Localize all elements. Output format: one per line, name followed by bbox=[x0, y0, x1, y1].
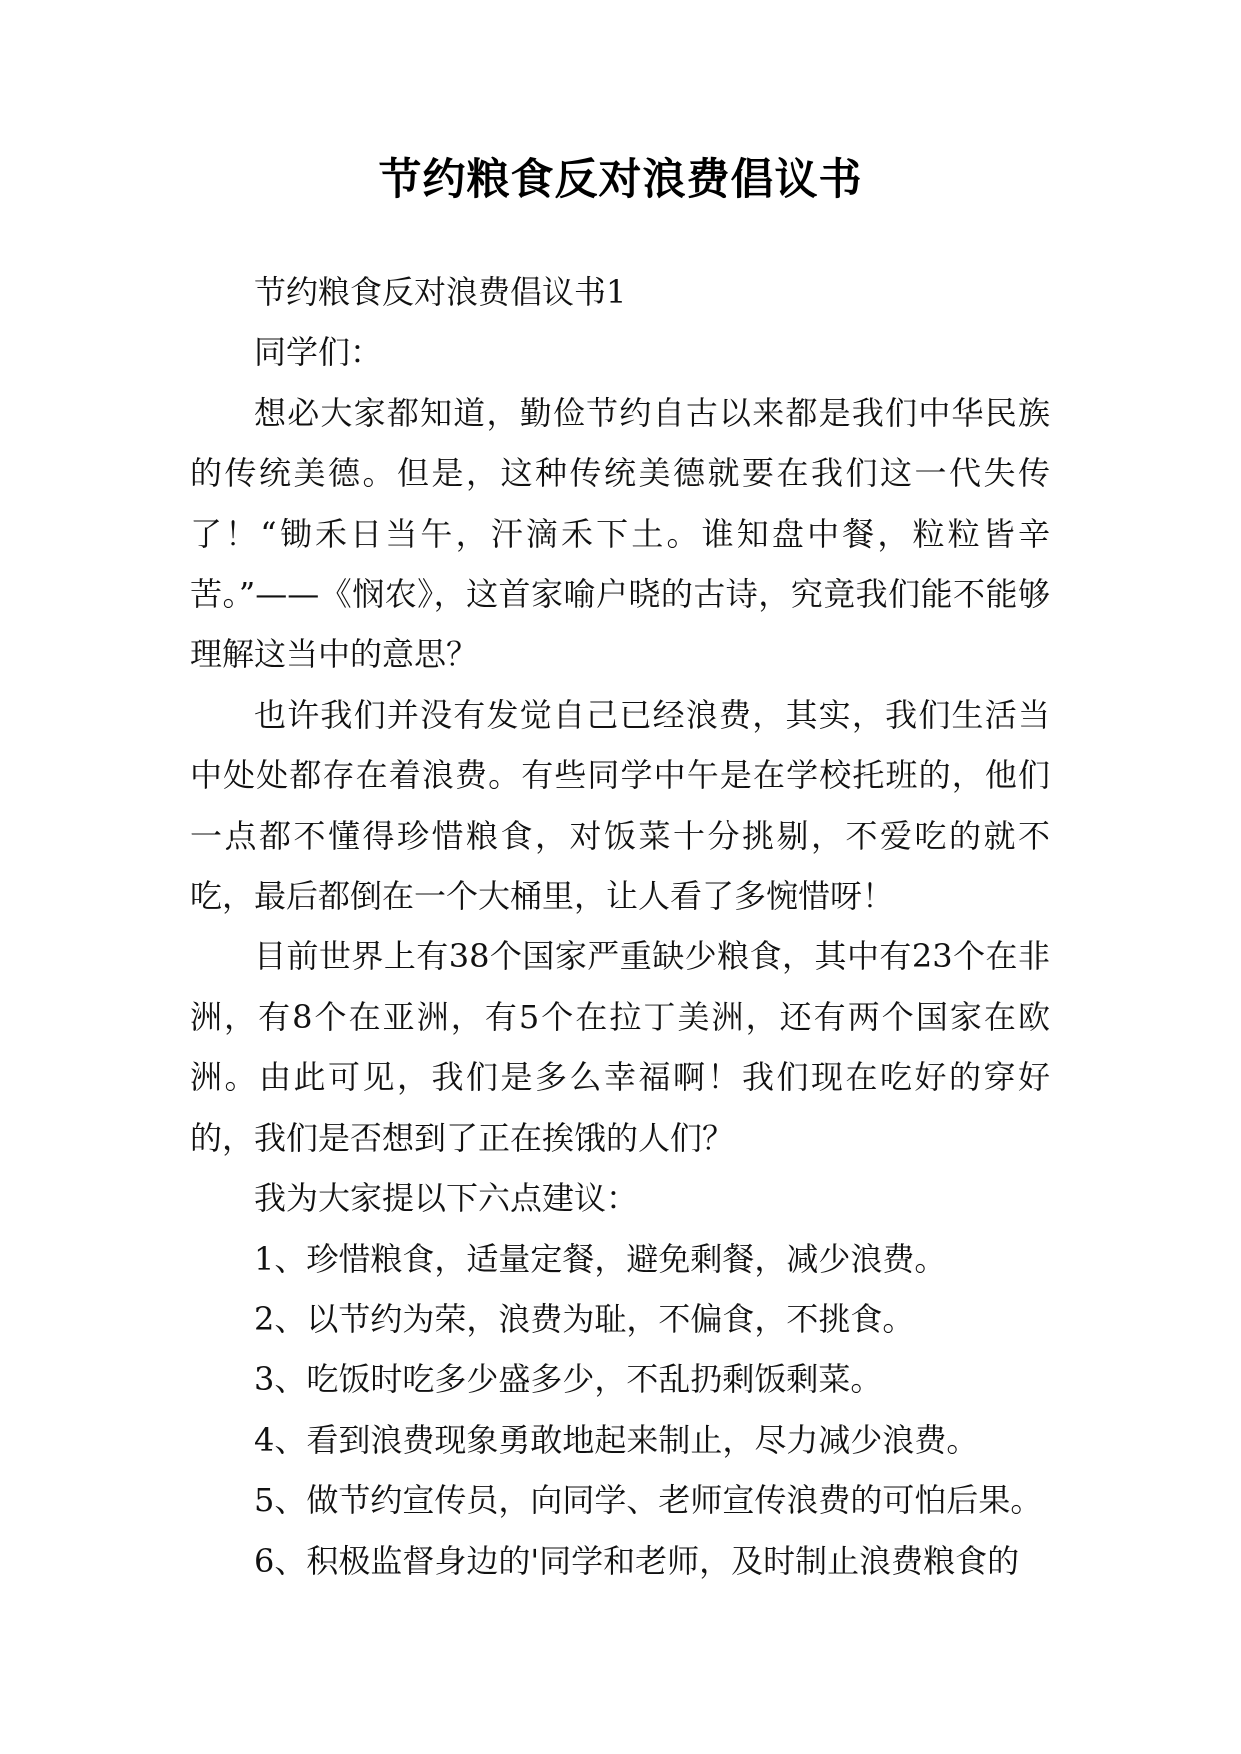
body-paragraph: 我为大家提以下六点建议： bbox=[254, 1179, 639, 1218]
subtitle-paragraph: 节约粮食反对浪费倡议书1 bbox=[254, 273, 627, 311]
body-paragraph: 想必大家都知道，勤俭节约自古以来都是我们中华民族的传统美德。但是，这种传统美德就要在我们这一代失传了！“锄禾日当午，汗滴禾下土。谁知盘中餐，粒粒皆辛苦。”——《悯农》，这首家喻户晓的古诗，究竟我们能不能够理解这当中的意思？ bbox=[190, 393, 1050, 674]
suggestion-item: 4、看到浪费现象勇敢地起来制止，尽力减少浪费。 bbox=[254, 1420, 979, 1459]
document-title: 节约粮食反对浪费倡议书 bbox=[378, 155, 863, 205]
suggestion-item: 5、做节约宣传员，向同学、老师宣传浪费的可怕后果。 bbox=[254, 1481, 1043, 1520]
suggestion-item: 1、珍惜粮食，适量定餐，避免剩餐，减少浪费。 bbox=[254, 1239, 947, 1278]
body-paragraph: 目前世界上有38个国家严重缺少粮食，其中有23个在非洲，有8个在亚洲，有5个在拉丁美洲，还有两个国家在欧洲。由此可见，我们是多么幸福啊！我们现在吃好的穿好的，我们是否想到了正在挨饿的人们？ bbox=[190, 937, 1050, 1157]
suggestion-item: 6、积极监督身边的'同学和老师，及时制止浪费粮食的 bbox=[254, 1541, 1020, 1580]
suggestion-item: 3、吃饭时吃多少盛多少，不乱扔剩饭剩菜。 bbox=[254, 1360, 883, 1399]
document-body bbox=[190, 262, 1050, 1591]
body-paragraph: 也许我们并没有发觉自己已经浪费，其实，我们生活当中处处都存在着浪费。有些同学中午是在学校托班的，他们一点都不懂得珍惜粮食，对饭菜十分挑剔，不爱吃的就不吃，最后都倒在一个大桶里，让人看了多惋惜呀！ bbox=[190, 695, 1050, 916]
suggestion-item: 2、以节约为荣，浪费为耻，不偏食，不挑食。 bbox=[254, 1299, 915, 1338]
salutation-paragraph: 同学们： bbox=[254, 333, 383, 372]
